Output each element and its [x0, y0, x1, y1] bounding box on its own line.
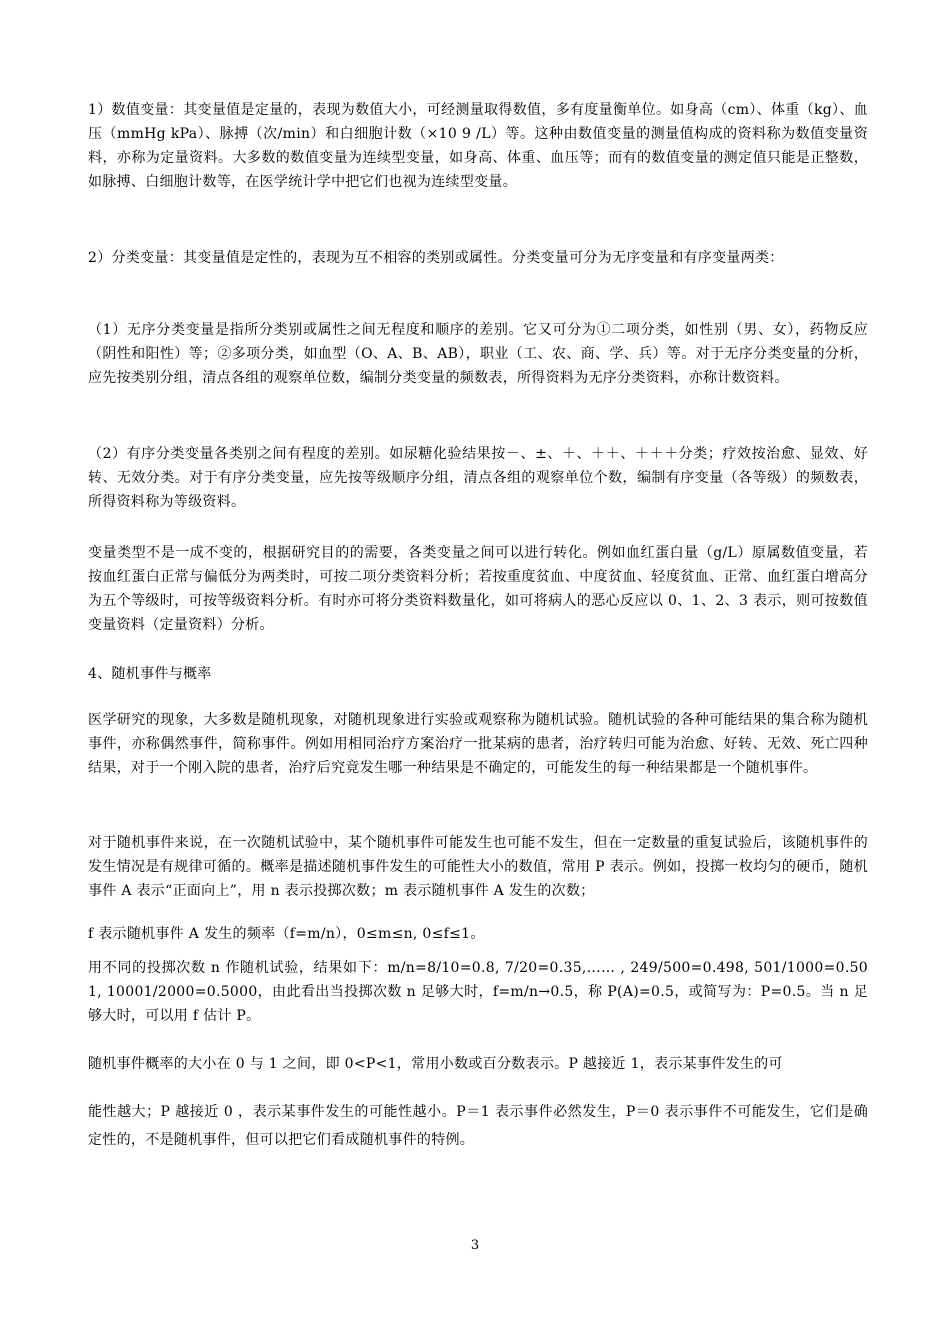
section-heading: 4、随机事件与概率 — [88, 666, 212, 682]
paragraph-random-event: 医学研究的现象，大多数是随机现象，对随机现象进行实验或观察称为随机试验。随机试验的各种可能结果的集合称为随机事件，亦称偶然事件，简称事件。例如用相同治疗方案治疗一批某病的患者，治疗转归可能为治愈、好转、无效、死亡四种结果，对于一个刚入院的患者，治疗后究竟发生哪一种结果是不确定的，可能发生的每一种结果都是一个随机事件。 — [88, 712, 868, 776]
paragraph-probability-range: 随机事件概率的大小在 0 与 1 之间，即 0<P<1，常用小数或百分数表示。P 越接近 1，表示某事件发生的可 — [88, 1056, 783, 1072]
paragraph-probability-meaning: 能性越大；P 越接近 0 ，表示某事件发生的可能性越小。P＝1 表示事件必然发生，P＝0 表示事件不可能发生，它们是确定性的，不是随机事件，但可以把它们看成随机事件的特例。 — [88, 1104, 868, 1148]
paragraph-variable-conversion: 变量类型不是一成不变的，根据研究目的的需要，各类变量之间可以进行转化。例如血红蛋白量（g/L）原属数值变量，若按血红蛋白正常与偏低分为两类时，可按二项分类资料分析；若按重度贫血、中度贫血、轻度贫血、正常、血红蛋白增高分为五个等级时，可按等级资料分析。有时亦可将分类资料数量化，如可将病人的恶心反应以 0、1、2、3 表示，则可按数值变量资料（定量资料）分析。 — [88, 545, 868, 633]
paragraph-coin-experiment: 用不同的投掷次数 n 作随机试验，结果如下：m/n=8/10=0.8, 7/20=0.35,…… , 249/500=0.498, 501/1000=0.501, 10001/2000=0.5000，由此看出当投掷次数 n 足够大时，f=m/n→0.5，称 P(A)=0.5，或简写为：P=0.5。当 n 足够大时，可以用 f 估计 P。 — [88, 960, 868, 1024]
page-number: 3 — [470, 1238, 480, 1253]
paragraph-frequency-definition: f 表示随机事件 A 发生的频率（f=m/n），0≤m≤n, 0≤f≤1。 — [88, 926, 485, 942]
paragraph-categorical-variable: 2）分类变量：其变量值是定性的，表现为互不相容的类别或属性。分类变量可分为无序变量和有序变量两类： — [88, 250, 784, 266]
paragraph-numeric-variable: 1）数值变量：其变量值是定量的，表现为数值大小，可经测量取得数值，多有度量衡单位。如身高（cm）、体重（kg）、血压（mmHg kPa）、脉搏（次/min）和白细胞计数（×10 9 /L）等。这种由数值变量的测量值构成的资料称为数值变量资料，亦称为定量资料。大多数的数值变量为连续型变量，如身高、体重、血压等；而有的数值变量的测定值只能是正整数，如脉搏、白细胞计数等，在医学统计学中把它们也视为连续型变量。 — [88, 102, 868, 190]
paragraph-nominal-variable: （1）无序分类变量是指所分类别或属性之间无程度和顺序的差别。它又可分为①二项分类，如性别（男、女），药物反应（阴性和阳性）等；②多项分类，如血型（O、A、B、AB），职业（工、农、商、学、兵）等。对于无序分类变量的分析，应先按类别分组，清点各组的观察单位数，编制分类变量的频数表，所得资料为无序分类资料，亦称计数资料。 — [88, 322, 868, 386]
paragraph-probability: 对于随机事件来说，在一次随机试验中，某个随机事件可能发生也可能不发生，但在一定数量的重复试验后，该随机事件的发生情况是有规律可循的。概率是描述随机事件发生的可能性大小的数值，常用 P 表示。例如，投掷一枚均匀的硬币，随机事件 A 表示“正面向上”，用 n 表示投掷次数；m 表示随机事件 A 发生的次数； — [88, 835, 868, 899]
paragraph-ordinal-variable: （2）有序分类变量各类别之间有程度的差别。如尿糖化验结果按－、±、＋、＋＋、＋＋＋分类；疗效按治愈、显效、好转、无效分类。对于有序分类变量，应先按等级顺序分组，清点各组的观察单位个数，编制有序变量（各等级）的频数表，所得资料称为等级资料。 — [88, 446, 868, 510]
